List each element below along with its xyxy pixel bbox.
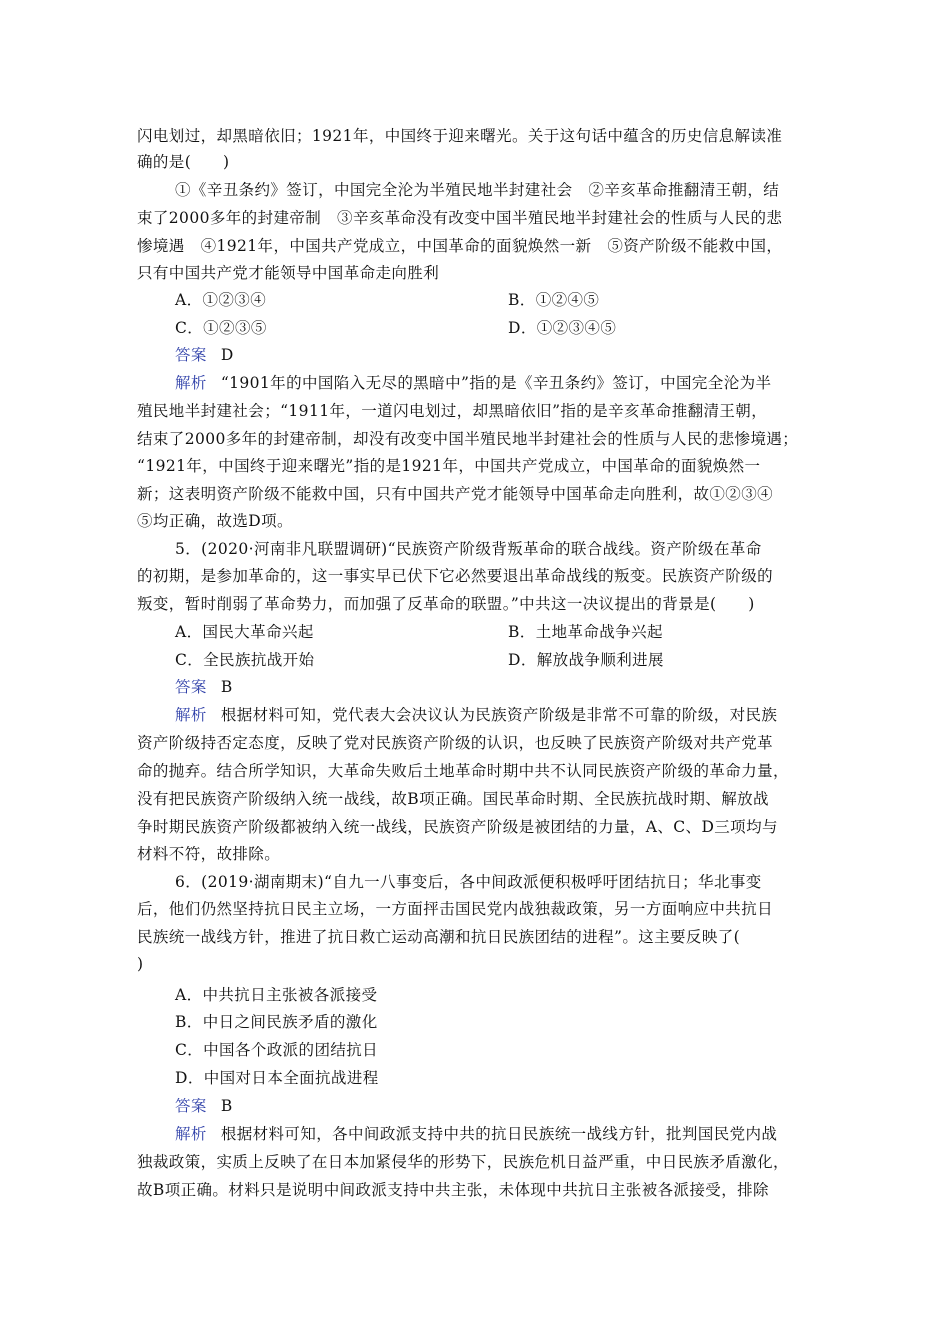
q6-option-d: D．中国对日本全面抗战进程 [175,1069,379,1087]
q4-analysis-line: “1921年，中国终于迎来曙光”指的是1921年，中国共产党成立，中国革命的面貌焕然一 [137,457,761,475]
q4-statement-line: ①《辛丑条约》签订，中国完全沦为半殖民地半封建社会 ②辛亥革命推翻清王朝，结 [175,181,780,199]
answer-value: B [220,1097,233,1115]
q4-statement-line: 惨境遇 ④1921年，中国共产党成立，中国革命的面貌焕然一新 ⑤资产阶级不能救中国， [137,237,783,255]
analysis-text: 根据材料可知，党代表大会决议认为民族资产阶级是非常不可靠的阶级，对民族 [220,706,778,724]
q4-option-b: B．①②④⑤ [508,291,600,309]
q4-analysis-line: ⑤均正确，故选D项。 [137,512,293,530]
q5-answer [175,677,233,697]
analysis-text: “1901年的中国陷入无尽的黑暗中”指的是《辛丑条约》签订，中国完全沦为半 [220,374,772,392]
q4-option-d: D．①②③④⑤ [508,319,617,337]
q6-answer [175,1096,233,1116]
q4-analysis-line [175,373,771,393]
q6-analysis-line [175,1124,777,1144]
q6-stem-line: ) [137,955,144,973]
analysis-label: 解析 [175,706,207,724]
q4-stem-line: 闪电划过，却黑暗依旧；1921年，中国终于迎来曙光。关于这句话中蕴含的历史信息解读准 [137,127,783,145]
q4-stem-line: 确的是( ) [137,153,230,171]
q5-analysis-line: 没有把民族资产阶级纳入统一战线，故B项正确。国民革命时期、全民族抗战时期、解放战 [137,790,769,808]
q5-stem-line: 5．(2020·河南非凡联盟调研)“民族资产阶级背叛革命的联合战线。资产阶级在革命 [175,540,762,558]
answer-value: B [220,678,233,696]
q4-analysis-line: 殖民地半封建社会；“1911年，一道闪电划过，却黑暗依旧”指的是辛亥革命推翻清王朝， [137,402,768,420]
answer-label: 答案 [175,678,207,696]
q5-analysis-line: 争时期民族资产阶级都被纳入统一战线，民族资产阶级是被团结的力量，A、C、D三项均与 [137,818,778,836]
analysis-label: 解析 [175,1125,207,1143]
analysis-label: 解析 [175,374,207,392]
q5-analysis-line [175,705,777,725]
q6-option-b: B．中日之间民族矛盾的激化 [175,1013,378,1031]
q5-option-c: C．全民族抗战开始 [175,651,315,669]
q5-analysis-line: 资产阶级持否定态度，反映了党对民族资产阶级的认识，也反映了民族资产阶级对共产党革 [137,734,774,752]
answer-label: 答案 [175,1097,207,1115]
q5-option-a: A．国民大革命兴起 [175,623,314,641]
analysis-text: 根据材料可知，各中间政派支持中共的抗日民族统一战线方针，批判国民党内战 [220,1125,778,1143]
q6-stem-line: 民族统一战线方针，推进了抗日救亡运动高潮和抗日民族团结的进程”。这主要反映了( [137,928,741,946]
q5-stem-line: 的初期，是参加革命的，这一事实早已伏下它必然要退出革命战线的叛变。民族资产阶级的 [137,567,774,585]
q4-answer [175,345,234,365]
answer-label: 答案 [175,346,207,364]
q4-analysis-line: 结束了2000多年的封建帝制，却没有改变中国半殖民地半封建社会的性质与人民的悲惨境遇； [137,430,799,448]
q4-statement-line: 只有中国共产党才能领导中国革命走向胜利 [137,264,440,282]
q5-analysis-line: 材料不符，故排除。 [137,845,281,863]
q5-analysis-line: 命的抛弃。结合所学知识，大革命失败后土地革命时期中共不认同民族资产阶级的革命力量， [137,762,789,780]
q6-analysis-line: 故B项正确。材料只是说明中间政派支持中共主张，未体现中共抗日主张被各派接受，排除 [137,1181,769,1199]
q6-stem-line: 后，他们仍然坚持抗日民主立场，一方面抨击国民党内战独裁政策，另一方面响应中共抗日 [137,900,774,918]
q5-stem-line: 叛变，暂时削弱了革命势力，而加强了反革命的联盟。”中共这一决议提出的背景是( ) [137,595,755,613]
q6-analysis-line: 独裁政策，实质上反映了在日本加紧侵华的形势下，民族危机日益严重，中日民族矛盾激化， [137,1153,789,1171]
q4-option-c: C．①②③⑤ [175,319,267,337]
q6-stem-line: 6．(2019·湖南期末)“自九一八事变后，各中间政派便积极呼吁团结抗日；华北事变 [175,873,762,891]
q4-analysis-line: 新；这表明资产阶级不能救中国，只有中国共产党才能领导中国革命走向胜利，故①②③④ [137,485,774,503]
answer-value: D [220,346,234,364]
q4-option-a: A．①②③④ [175,291,267,309]
q6-option-c: C．中国各个政派的团结抗日 [175,1041,379,1059]
q5-option-d: D．解放战争顺利进展 [508,651,664,669]
q4-statement-line: 束了2000多年的封建帝制 ③辛亥革命没有改变中国半殖民地半封建社会的性质与人民的悲 [137,209,783,227]
q5-option-b: B．土地革命战争兴起 [508,623,663,641]
q6-option-a: A．中共抗日主张被各派接受 [175,986,378,1004]
